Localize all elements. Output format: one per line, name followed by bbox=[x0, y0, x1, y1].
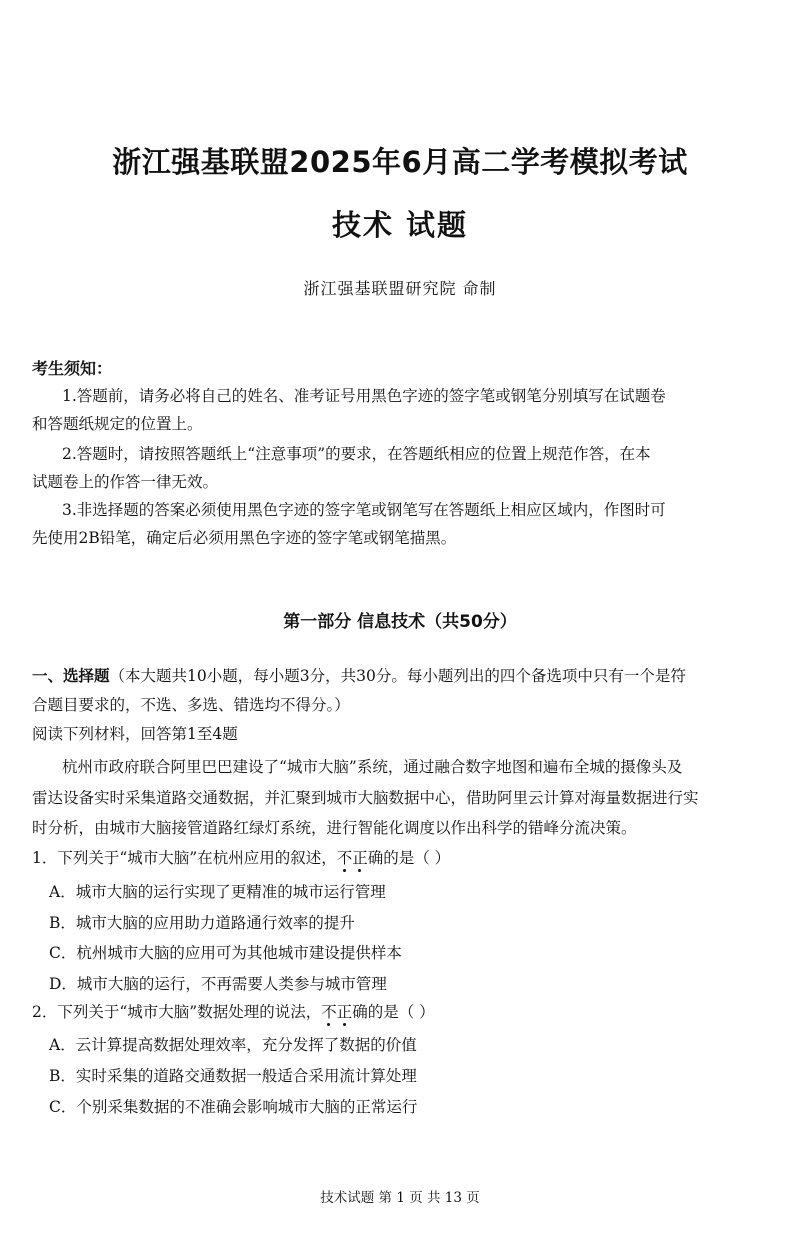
notice-item-2-line-2: 试题卷上的作答一律无效。 bbox=[32, 473, 219, 491]
page-footer: 技术试题 第 1 页 共 13 页 bbox=[320, 1190, 480, 1206]
question-1-prefix: 1．下列关于“城市大脑”在杭州应用的叙述， bbox=[32, 849, 337, 867]
notice-heading: 考生须知： bbox=[32, 359, 113, 378]
question-1-emphasis-zheng: 正 bbox=[352, 849, 368, 867]
exam-author: 浙江强基联盟研究院 命制 bbox=[303, 279, 497, 298]
question-1-emphasis-bu: 不 bbox=[336, 849, 353, 867]
question-1-suffix: 确的是（ ） bbox=[367, 849, 451, 867]
notice-item-2-line-1: 2.答题时，请按照答题纸上“注意事项”的要求，在答题纸相应的位置上规范作答，在本 bbox=[62, 445, 651, 463]
question-1-option-b: B．城市大脑的应用助力道路通行效率的提升 bbox=[49, 914, 355, 932]
read-instruction: 阅读下列材料，回答第1至4题 bbox=[32, 725, 238, 743]
question-1-option-c: C．杭州城市大脑的应用可为其他城市建设提供样本 bbox=[49, 944, 402, 962]
question-2-stem bbox=[32, 1000, 435, 1022]
material-line-1: 杭州市政府联合阿里巴巴建设了“城市大脑”系统，通过融合数字地图和遍布全城的摄像头及 bbox=[62, 758, 683, 776]
question-2-emphasis-bu: 不 bbox=[321, 1003, 337, 1021]
question-2-option-a: A．云计算提高数据处理效率，充分发挥了数据的价值 bbox=[49, 1036, 417, 1054]
question-2-suffix: 确的是（ ） bbox=[352, 1003, 435, 1021]
question-2-prefix: 2．下列关于“城市大脑”数据处理的说法， bbox=[32, 1003, 322, 1021]
exam-subtitle: 技术 试题 bbox=[331, 208, 469, 242]
exam-title: 浙江强基联盟2025年6月高二学考模拟考试 bbox=[112, 145, 688, 179]
question-2-option-b: B．实时采集的道路交通数据一般适合采用流计算处理 bbox=[49, 1067, 417, 1085]
question-1-option-a: A．城市大脑的运行实现了更精准的城市运行管理 bbox=[49, 883, 386, 901]
question-2-emphasis-zheng: 正 bbox=[336, 1003, 353, 1021]
question-1-stem bbox=[32, 846, 450, 868]
material-line-2: 雷达设备实时采集道路交通数据，并汇聚到城市大脑数据中心，借助阿里云计算对海量数据进行实 bbox=[32, 789, 699, 807]
question-1-option-d: D．城市大脑的运行，不再需要人类参与城市管理 bbox=[49, 975, 387, 993]
part-1-heading: 第一部分 信息技术（共50分） bbox=[283, 612, 517, 632]
notice-item-1-line-1: 1.答题前，请务必将自己的姓名、准考证号用黑色字迹的签字笔或钢笔分别填写在试题卷 bbox=[62, 387, 666, 405]
section-1-desc-line-2: 合题目要求的，不选、多选、错选均不得分。） bbox=[32, 696, 350, 714]
section-1-title: 一、选择题 bbox=[32, 667, 110, 685]
material-line-3: 时分析，由城市大脑接管道路红绿灯系统，进行智能化调度以作出科学的错峰分流决策。 bbox=[32, 819, 637, 837]
notice-item-1-line-2: 和答题纸规定的位置上。 bbox=[32, 415, 203, 433]
section-1-desc-line-1: （本大题共10小题，每小题3分，共30分。每小题列出的四个备选项中只有一个是符 bbox=[109, 667, 686, 685]
notice-item-3-line-1: 3.非选择题的答案必须使用黑色字迹的签字笔或钢笔写在答题纸上相应区域内，作图时可 bbox=[62, 501, 666, 519]
section-1-intro-line-1 bbox=[32, 664, 686, 686]
notice-item-3-line-2: 先使用2B铅笔，确定后必须用黑色字迹的签字笔或钢笔描黑。 bbox=[32, 529, 457, 547]
question-2-option-c: C．个别采集数据的不准确会影响城市大脑的正常运行 bbox=[49, 1098, 418, 1116]
